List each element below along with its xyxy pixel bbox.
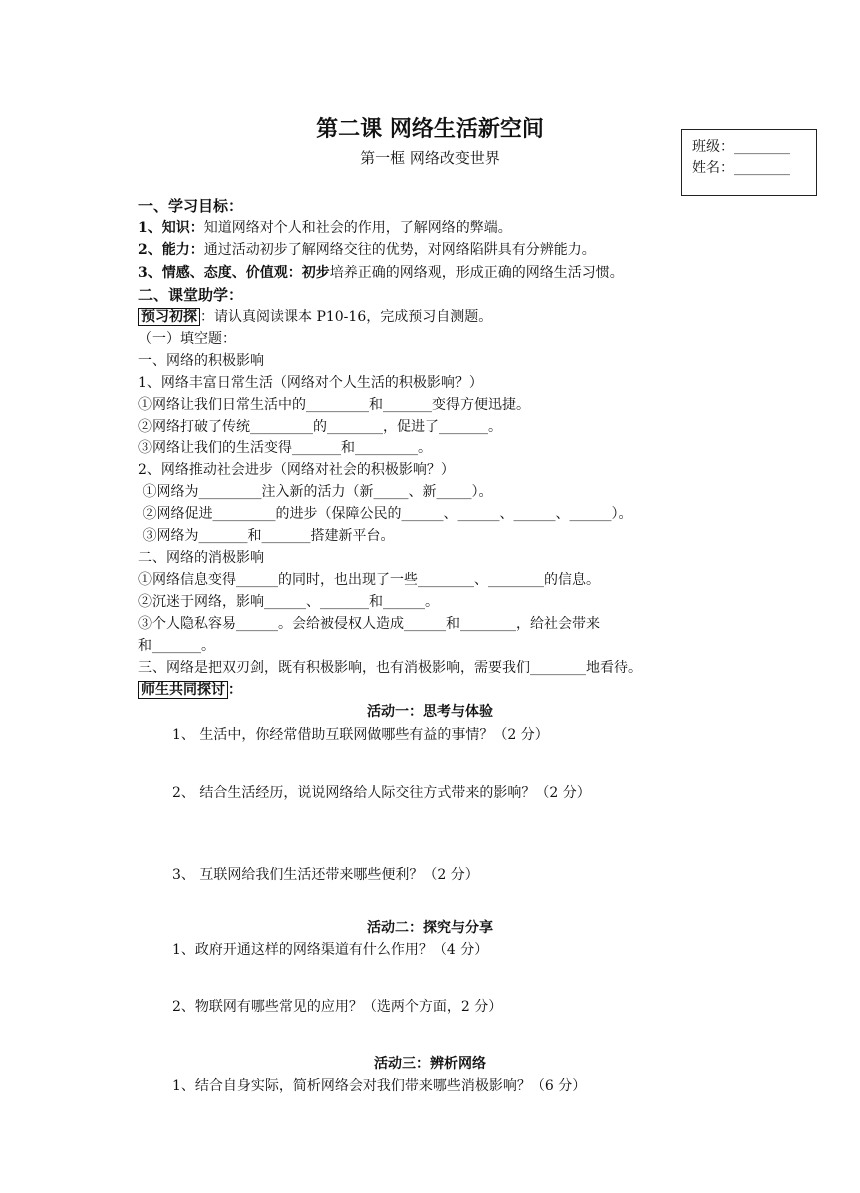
goals-heading: 一、学习目标： [138,197,244,215]
fill-line: ③网络为_______和_______搭建新平台。 [138,528,395,544]
activity3-title: 活动三：辨析网络 [374,1056,486,1072]
fill-line: ③网络让我们的生活变得_______和_________。 [138,440,432,456]
assist-heading: 二、课堂助学： [138,286,244,304]
discuss-colon: ： [228,682,242,698]
fill-line: 二、网络的消极影响 [138,550,264,566]
activity3-question: 1、结合自身实际，简析网络会对我们带来哪些消极影响？（6 分） [172,1078,587,1094]
goal-knowledge-label: 1、知识： [138,220,204,236]
goal-ability-label: 2、能力： [138,242,204,258]
fill-line: 1、网络丰富日常生活（网络对个人生活的积极影响？） [138,375,483,391]
activity2-question: 2、物联网有哪些常见的应用？（选两个方面，2 分） [172,999,503,1015]
goal-knowledge-text: 知道网络对个人和社会的作用，了解网络的弊端。 [203,220,512,236]
goal-knowledge [138,217,512,237]
activity2-title: 活动二：探究与分享 [367,920,493,936]
goal-values [138,262,624,282]
activity1-question: 2、 结合生活经历，说说网络给人际交往方式带来的影响？（2 分） [172,785,591,801]
class-field: 班级：________ [692,139,790,155]
activity1-question: 3、 互联网给我们生活还带来哪些便利？（2 分） [172,867,479,883]
fill-line: 2、网络推动社会进步（网络对社会的积极影响？） [138,462,455,478]
fill-line-privacy: ③个人隐私容易______。会给被侵权人造成______和________，给社会带来 [138,616,600,632]
fill-heading: （一）填空题： [138,331,236,347]
fill-line: ②沉迷于网络，影响______、_______和______。 [138,594,439,610]
preview-line [138,306,492,326]
discuss-line [138,679,242,699]
preview-text: ：请认真阅读课本 P10-16，完成预习自测题。 [200,309,493,325]
fill-line: ②网络促进_________的进步（保障公民的______、______、______、______）。 [138,506,633,522]
goal-ability [138,239,596,259]
name-field: 姓名：________ [692,160,790,176]
goal-values-label: 3、情感、态度、价值观：初步 [138,265,330,281]
student-info-box [681,129,817,196]
fill-line: 一、网络的积极影响 [138,353,264,369]
fill-line-privacy-cont: 和_______。 [138,638,215,654]
fill-line: ①网络让我们日常生活中的_________和_______变得方便迅捷。 [138,397,530,413]
activity1-title: 活动一：思考与体验 [367,704,493,720]
fill-line-sword: 三、网络是把双刃剑，既有积极影响，也有消极影响，需要我们________地看待。 [138,660,642,676]
activity2-question: 1、政府开通这样的网络渠道有什么作用？（4 分） [172,942,489,958]
fill-line: ①网络信息变得______的同时，也出现了一些________、________的信息。 [138,572,600,588]
page-title: 第二课 网络生活新空间 [316,116,544,142]
activity1-question: 1、 生活中，你经常借助互联网做哪些有益的事情？（2 分） [172,727,549,743]
goal-values-text: 培养正确的网络观，形成正确的网络生活习惯。 [329,265,624,281]
preview-tag: 预习初探 [138,308,200,326]
fill-line: ①网络为_________注入新的活力（新_____、新_____）。 [138,484,493,500]
goal-ability-text: 通过活动初步了解网络交往的优势，对网络陷阱具有分辨能力。 [203,242,596,258]
fill-line: ②网络打破了传统_________的________，促进了_______。 [138,419,502,435]
page-subtitle: 第一框 网络改变世界 [360,149,500,167]
discuss-tag: 师生共同探讨 [138,681,228,699]
